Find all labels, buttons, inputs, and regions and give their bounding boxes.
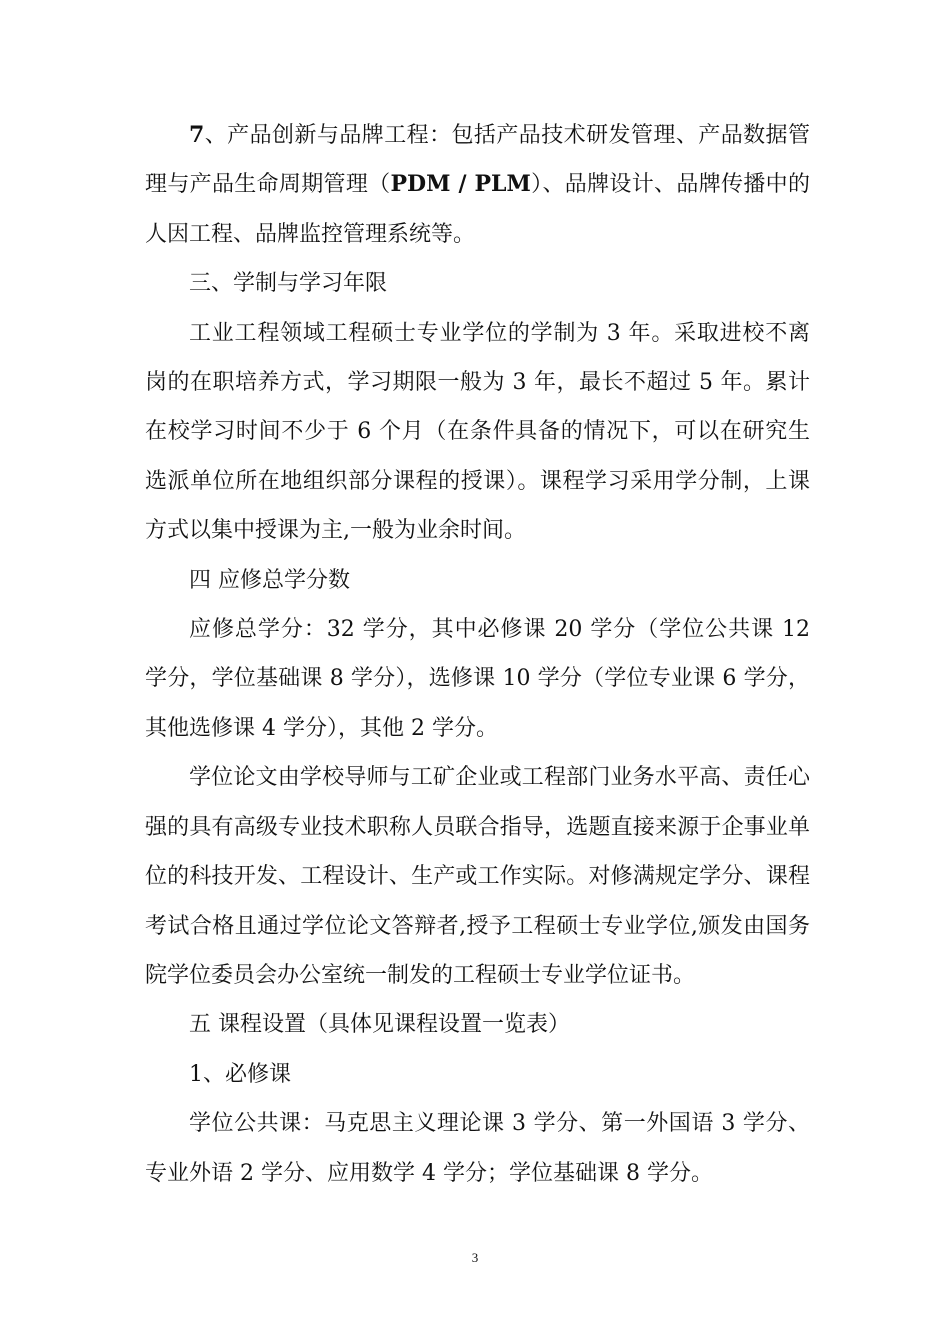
section-7-text-part1: 、产品创新与品牌工程：包括产品技术研发管理、产品数据管理与产品生命周期管理（ (145, 123, 810, 198)
section-7-paragraph (145, 111, 810, 259)
section-7-text-part2: ）、品牌设计、品牌传播中的人因工程、品牌监控管理系统等。 (145, 172, 810, 247)
heading-duration: 三、学制与学习年限 (189, 271, 388, 297)
heading-courses: 五 课程设置（具体见课程设置一览表） (189, 1012, 570, 1038)
paragraph-duration: 工业工程领域工程硕士专业学位的学制为 3 年。采取进校不离岗的在职培养方式，学习期限一般为 3 年，最长不超过 5 年。累计在校学习时间不少于 6 个月（在条件具备的情况下，可以在研究生选派单位所在地组织部分课程的授课）。课程学习采用学分制，上课方式以集中授课为主,一般为业余时间。 (145, 320, 810, 544)
paragraph-required-courses: 学位公共课：马克思主义理论课 3 学分、第一外国语 3 学分、专业外语 2 学分、应用数学 4 学分；学位基础课 8 学分。 (145, 1111, 810, 1186)
page-number: 3 (471, 1250, 479, 1265)
heading-credits: 四 应修总学分数 (189, 567, 350, 593)
section-7-number: 7 (189, 122, 205, 148)
paragraph-credits: 应修总学分：32 学分，其中必修课 20 学分（学位公共课 12 学分，学位基础课 8 学分），选修课 10 学分（学位专业课 6 学分，其他选修课 4 学分），其他 2 学分。 (145, 617, 810, 741)
page-body (145, 111, 810, 1198)
paragraph-thesis: 学位论文由学校导师与工矿企业或工程部门业务水平高、责任心强的具有高级专业技术职称人员联合指导，选题直接来源于企事业单位的科技开发、工程设计、生产或工作实际。对修满规定学分、课程考试合格且通过学位论文答辩者,授予工程硕士专业学位,颁发由国务院学位委员会办公室统一制发的工程硕士专业学位证书。 (145, 765, 810, 988)
section-7-abbreviation: PDM / PLM (390, 171, 531, 198)
heading-required-courses: 1、必修课 (189, 1061, 291, 1087)
